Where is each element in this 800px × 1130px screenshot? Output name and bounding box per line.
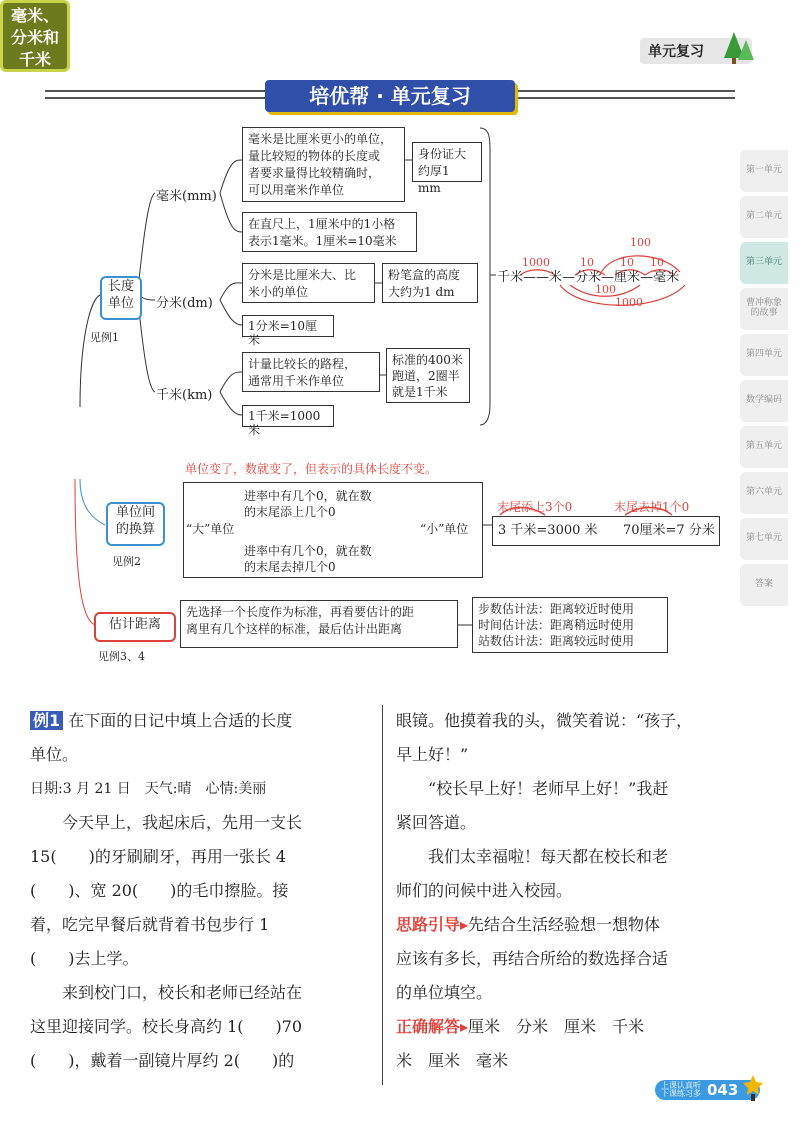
diary-header: 日期:3 月 21 日 天气:晴 心情:美丽	[30, 781, 267, 797]
chain-cm: 厘米	[614, 270, 641, 285]
estimate-methods	[472, 597, 668, 653]
side-tab-10[interactable]: 答案	[740, 564, 788, 606]
dm-node: 分米(dm)	[156, 292, 213, 311]
side-tab-list	[740, 150, 800, 610]
diary-right-line: 早上好！”	[396, 745, 469, 764]
page-number: 043	[707, 1081, 739, 1099]
diary-left-line: 来到校门口，校长和老师已经站在	[30, 983, 303, 1002]
arc-1000-bottom: 1000	[615, 296, 643, 309]
side-tab-6[interactable]: 数学编码	[740, 380, 788, 422]
side-tab-5[interactable]: 第四单元	[740, 334, 788, 376]
diary-left-line: ( )、宽 20( )的毛巾擦脸。接	[30, 881, 289, 900]
example-add: 3 千米=3000 米	[498, 523, 598, 538]
mm-description: 毫米是比厘米更小的单位， 量比较短的物体的长度或 者要求量得比较精确时， 可以用毫米作单位	[242, 127, 405, 202]
km-example: 标准的400米 跑道，2圈半 就是1千米	[386, 348, 470, 403]
conversion-examples	[492, 516, 720, 546]
chain-m: 米	[549, 270, 563, 285]
mm-fact: 在直尺上，1厘米中的1小格 表示1毫米。1厘米=10毫米	[242, 212, 417, 252]
km-node: 千米(km)	[156, 384, 212, 403]
hint-line-3: 的单位填空。	[396, 983, 493, 1002]
side-tab-3[interactable]: 第三单元	[740, 242, 788, 284]
example-question: 例1 在下面的日记中填上合适的长度	[30, 704, 375, 738]
mm-example: 身份证大 约厚1 mm	[412, 142, 482, 182]
badge-text: 上课认真听 下课练习多	[661, 1081, 701, 1098]
dm-description: 分米是比厘米大、比 米小的单位	[242, 263, 375, 303]
conversion-note: 单位变了，数就变了，但表示的具体长度不变。	[185, 462, 438, 476]
see-example-3-4: 见例3、4	[98, 650, 145, 663]
method-time: 时间估计法：距离稍远时使用	[478, 618, 635, 632]
diary-left-line: 今天早上，我起床后，先用一支长	[30, 813, 303, 832]
rate-m-dm: 10	[580, 256, 594, 269]
branch-length-units: 长度 单位	[100, 276, 142, 320]
answer-line-1: 正确解答▸厘米 分米 厘米 千米	[396, 1017, 645, 1036]
example-remove-label: 末尾去掉1个0	[614, 500, 690, 514]
unit-review-label: 单元复习	[648, 44, 704, 60]
root-topic: 毫米、 分米和 千米	[0, 0, 70, 72]
diary-right-line: “校长早上好！老师早上好！”我赶	[396, 779, 669, 798]
see-example-2: 见例2	[112, 555, 141, 568]
km-fact: 1千米=1000米	[242, 405, 334, 427]
example-remove: 70厘米=7 分米	[623, 523, 715, 538]
rule-remove-zeros: 进率中有几个0，就在数 的末尾去掉几个0	[244, 544, 372, 574]
unit-chain: 千米——米—分米—厘米—毫米	[497, 270, 680, 285]
big-unit-label: “大”单位	[186, 522, 235, 536]
chain-km: 千米	[497, 270, 524, 285]
diary-left-line: ( )去上学。	[30, 949, 139, 968]
answer-line-2: 米 厘米 毫米	[396, 1051, 509, 1070]
rate-dm-cm: 10	[620, 256, 634, 269]
diary-left-line: ( )，戴着一副镜片厚约 2( )的	[30, 1051, 295, 1070]
column-divider	[382, 705, 383, 1085]
method-stations: 站数估计法：距离较远时使用	[478, 634, 635, 648]
hint-line-1: 思路引导▸先结合生活经验想一想物体	[396, 915, 661, 934]
chain-mm: 毫米	[653, 270, 680, 285]
diary-right-line: 师们的问候中进入校园。	[396, 881, 573, 900]
example-question-2: 单位。	[30, 745, 79, 764]
answer-label: 正确解答	[396, 1017, 461, 1036]
chain-dm: 分米	[575, 270, 602, 285]
see-example-1: 见例1	[90, 331, 119, 344]
side-tab-9[interactable]: 第七单元	[740, 518, 788, 560]
diary-left-column	[30, 806, 375, 1078]
mm-node: 毫米(mm)	[156, 185, 217, 204]
diary-right-line: 眼镜。他摸着我的头，微笑着说：“孩子，	[396, 711, 693, 730]
side-tab-1[interactable]: 第一单元	[740, 150, 788, 192]
diary-left-line: 这里迎接同学。校长身高约 1( )70	[30, 1017, 303, 1036]
side-tab-4[interactable]: 曹冲称象的故事	[740, 288, 788, 330]
side-tab-8[interactable]: 第六单元	[740, 472, 788, 514]
branch-estimate-distance: 估计距离	[94, 612, 176, 642]
arc-100-top: 100	[630, 236, 651, 249]
hint-label: 思路引导	[396, 915, 461, 934]
side-tab-7[interactable]: 第五单元	[740, 426, 788, 468]
diary-right-line: 紧回答道。	[396, 813, 477, 832]
diary-left-line: 着，吃完早餐后就背着书包步行 1	[30, 915, 270, 934]
estimate-description: 先选择一个长度作为标准，再看要估计的距 离里有几个这样的标准，最后估计出距离	[180, 600, 458, 648]
rule-add-zeros: 进率中有几个0，就在数 的末尾添上几个0	[244, 489, 372, 519]
example-tag: 例1	[30, 711, 63, 730]
arc-100-bottom: 100	[595, 283, 616, 296]
side-tab-2[interactable]: 第二单元	[740, 196, 788, 238]
diary-left-line: 15( )的牙刷刷牙，再用一张长 4	[30, 847, 287, 866]
branch-unit-conversion: 单位间 的换算	[106, 502, 165, 546]
diary-right-line: 我们太幸福啦！每天都在校长和老	[396, 847, 669, 866]
conversion-rules	[183, 482, 483, 578]
dm-example: 粉笔盒的高度 大约为1 dm	[382, 263, 478, 303]
pencil-mascot-icon	[742, 1074, 764, 1102]
km-description: 计量比较长的路程， 通常用千米作单位	[242, 352, 380, 392]
dm-fact: 1分米=10厘米	[242, 315, 334, 337]
diary-right-column	[396, 704, 736, 908]
method-steps: 步数估计法：距离较近时使用	[478, 602, 635, 616]
small-unit-label: “小”单位	[420, 522, 469, 536]
hint-line-2: 应该有多长，再结合所给的数选择合适	[396, 949, 669, 968]
section-banner: 培优帮 · 单元复习	[265, 80, 515, 112]
rate-km-m: 1000	[522, 256, 550, 269]
rate-cm-mm: 10	[650, 256, 664, 269]
example-add-label: 末尾添上3个0	[497, 500, 573, 514]
